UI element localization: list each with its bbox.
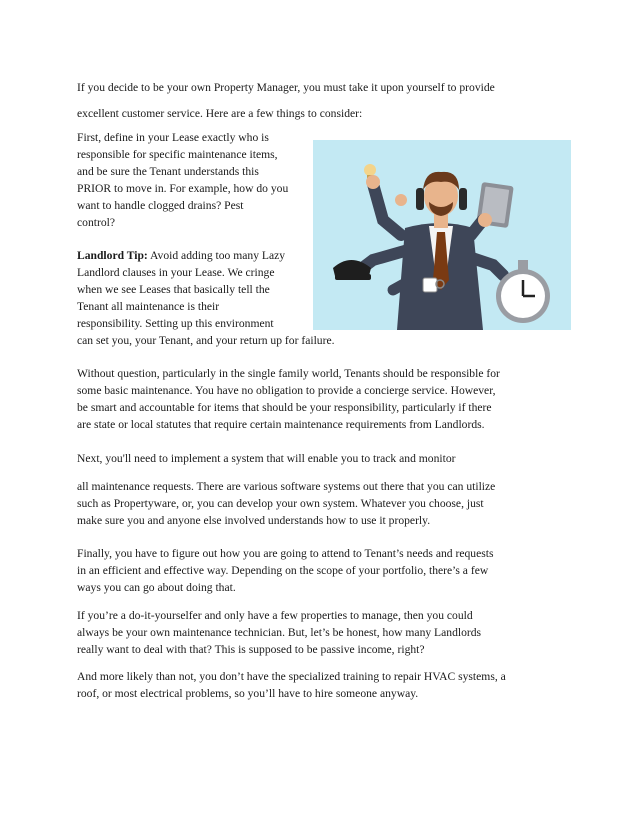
paragraph-line: are state or local statutes that require certain maintenance requirements from Landlords.: [77, 418, 485, 431]
businessman-illustration: [313, 140, 571, 330]
paragraph-line: really want to deal with that? This is supposed to be passive income, right?: [77, 643, 425, 656]
paragraph-line: in an efficient and effective way. Depending on the scope of your portfolio, there’s a few: [77, 564, 489, 577]
paragraph-line: all maintenance requests. There are various software systems out there that you can utilize: [77, 480, 496, 493]
first-line: and be sure the Tenant understands this: [77, 165, 259, 178]
paragraph-line: If you’re a do-it-yourselfer and only have a few properties to manage, then you could: [77, 609, 473, 622]
tip-line: Tenant all maintenance is their: [77, 300, 220, 313]
first-line: responsible for specific maintenance items,: [77, 148, 278, 161]
paragraph-line: some basic maintenance. You have no obligation to provide a concierge service. However,: [77, 384, 496, 397]
first-line: want to handle clogged drains? Pest: [77, 199, 244, 212]
paragraph-line: Finally, you have to figure out how you are going to attend to Tenant’s needs and requests: [77, 547, 494, 560]
intro-line-2: excellent customer service. Here are a few things to consider:: [77, 107, 363, 120]
paragraph-line: And more likely than not, you don’t have the specialized training to repair HVAC systems, a: [77, 670, 506, 683]
first-line: First, define in your Lease exactly who is: [77, 131, 269, 144]
first-line: PRIOR to move in. For example, how do you: [77, 182, 289, 195]
paragraph-line: always be your own maintenance technician. But, let’s be honest, how many Landlords: [77, 626, 482, 639]
businessman-svg: [313, 140, 571, 330]
first-line: control?: [77, 216, 115, 229]
paragraph-line: make sure you and anyone else involved understands how to use it properly.: [77, 514, 431, 527]
paragraph-line: Without question, particularly in the single family world, Tenants should be responsible for: [77, 367, 500, 380]
tip-line: can set you, your Tenant, and your return up for failure.: [77, 334, 335, 347]
tip-line: [77, 248, 317, 264]
paragraph-line: roof, or most electrical problems, so you’ll have to hire someone anyway.: [77, 687, 419, 700]
tip-line: when we see Leases that basically tell the: [77, 283, 270, 296]
paragraph-line: ways you can go about doing that.: [77, 581, 236, 594]
tip-line: Landlord clauses in your Lease. We cringe: [77, 266, 275, 279]
tip-label: Landlord Tip:: [77, 249, 148, 262]
paragraph-next: Next, you'll need to implement a system that will enable you to track and monitor: [77, 452, 456, 465]
paragraph-line: such as Propertyware, or, you can develop your own system. Whatever you choose, just: [77, 497, 484, 510]
intro-line-1: If you decide to be your own Property Manager, you must take it upon yourself to provide: [77, 81, 495, 94]
paragraph-line: be smart and accountable for items that should be your responsibility, particularly if there: [77, 401, 492, 414]
tip-text: Avoid adding too many Lazy: [147, 249, 286, 262]
tip-line: responsibility. Setting up this environment: [77, 317, 274, 330]
